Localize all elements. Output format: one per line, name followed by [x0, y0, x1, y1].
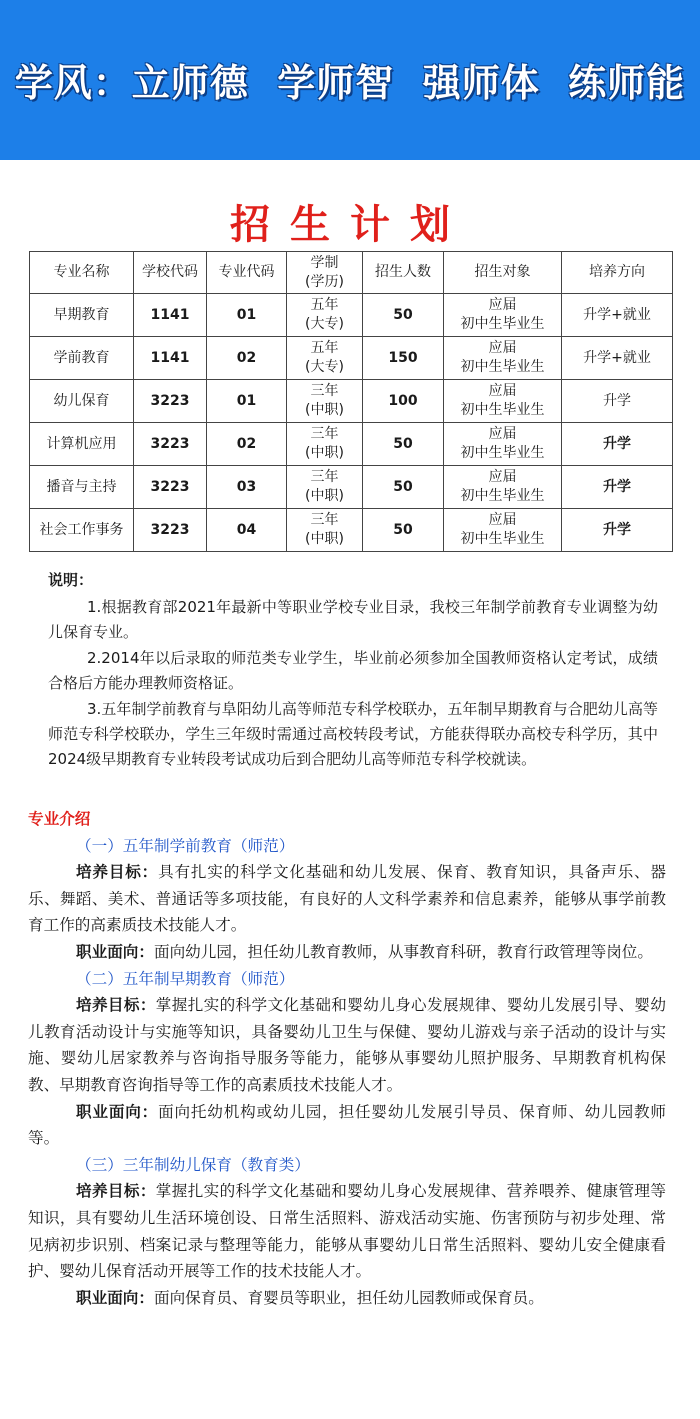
cell-enrollment: 100	[363, 380, 444, 423]
cell-target: 应届 初中生毕业生	[444, 509, 562, 552]
career-orientation-label: 职业面向：	[76, 1102, 159, 1121]
col-header-target: 招生对象	[444, 252, 562, 294]
cell-major-code: 02	[207, 423, 287, 466]
career-orientation-text: 面向托幼机构或幼儿园，担任婴幼儿发展引导员、保育师、幼儿园教师等。	[28, 1102, 666, 1148]
cell-major-code: 04	[207, 509, 287, 552]
col-header-duration: 学制 (学历)	[287, 252, 363, 294]
major-introduction-section	[28, 806, 666, 1311]
cell-target: 应届 初中生毕业生	[444, 466, 562, 509]
cell-target: 应届 初中生毕业生	[444, 380, 562, 423]
training-goal-text: 掌握扎实的科学文化基础和婴幼儿身心发展规律、婴幼儿发展引导、婴幼儿教育活动设计与实施等知识，具备婴幼儿卫生与保健、婴幼儿游戏与亲子活动的设计与实施、婴幼儿居家教养与咨询指导服务等能力，能够从事婴幼儿照护服务、早期教育机构保教、早期教育咨询指导等工作的高素质技术技能人才。	[28, 996, 666, 1094]
cell-direction: 升学	[562, 423, 673, 466]
cell-duration: 五年 (大专)	[287, 337, 363, 380]
cell-major-name: 幼儿保育	[30, 380, 134, 423]
table-row	[30, 423, 673, 466]
note-item: 2.2014年以后录取的师范类专业学生，毕业前必须参加全国教师资格认定考试，成绩合格后方能办理教师资格证。	[48, 649, 658, 692]
cell-school-code: 3223	[134, 509, 207, 552]
cell-school-code: 3223	[134, 380, 207, 423]
cell-school-code: 3223	[134, 466, 207, 509]
cell-duration: 三年 (中职)	[287, 509, 363, 552]
career-orientation	[28, 1099, 666, 1152]
col-header-enrollment: 招生人数	[363, 252, 444, 294]
notes-heading: 说明：	[48, 571, 94, 589]
enrollment-plan-table	[29, 251, 673, 552]
cell-major-code: 01	[207, 380, 287, 423]
enrollment-plan-title: 招生计划	[230, 201, 470, 248]
cell-major-name: 学前教育	[30, 337, 134, 380]
career-orientation	[28, 1285, 666, 1312]
cell-school-code: 1141	[134, 294, 207, 337]
table-row	[30, 380, 673, 423]
col-header-school-code: 学校代码	[134, 252, 207, 294]
cell-duration: 三年 (中职)	[287, 466, 363, 509]
cell-enrollment: 50	[363, 423, 444, 466]
training-goal-label: 培养目标：	[76, 996, 156, 1015]
major-title: （二）五年制早期教育（师范）	[76, 969, 295, 988]
cell-duration: 三年 (中职)	[287, 423, 363, 466]
cell-direction: 升学+就业	[562, 294, 673, 337]
cell-target: 应届 初中生毕业生	[444, 423, 562, 466]
cell-enrollment: 50	[363, 509, 444, 552]
career-orientation-text: 面向幼儿园，担任幼儿教育教师，从事教育科研，教育行政管理等岗位。	[153, 942, 653, 961]
cell-enrollment: 50	[363, 294, 444, 337]
career-orientation	[28, 939, 666, 966]
cell-major-code: 01	[207, 294, 287, 337]
col-header-major-name: 专业名称	[30, 252, 134, 294]
cell-target: 应届 初中生毕业生	[444, 337, 562, 380]
cell-enrollment: 50	[363, 466, 444, 509]
career-orientation-label: 职业面向：	[76, 942, 154, 961]
cell-major-name: 早期教育	[30, 294, 134, 337]
cell-major-name: 播音与主持	[30, 466, 134, 509]
cell-direction: 升学+就业	[562, 337, 673, 380]
note-item: 1.根据教育部2021年最新中等职业学校专业目录，我校三年制学前教育专业调整为幼儿保育专业。	[48, 598, 658, 641]
table-row	[30, 337, 673, 380]
major-title: （一）五年制学前教育（师范）	[76, 836, 295, 855]
major-intro-heading: 专业介绍	[28, 810, 91, 828]
training-goal	[28, 859, 666, 939]
notes-section	[48, 568, 658, 773]
cell-direction: 升学	[562, 509, 673, 552]
training-goal-label: 培养目标：	[76, 863, 159, 882]
cell-major-name: 计算机应用	[30, 423, 134, 466]
col-header-direction: 培养方向	[562, 252, 673, 294]
cell-major-code: 02	[207, 337, 287, 380]
training-goal	[28, 992, 666, 1098]
header-banner	[0, 0, 700, 160]
cell-school-code: 3223	[134, 423, 207, 466]
cell-duration: 三年 (中职)	[287, 380, 363, 423]
training-goal-text: 具有扎实的科学文化基础和幼儿发展、保育、教育知识，具备声乐、器乐、舞蹈、美术、普通话等多项技能，有良好的人文科学素养和信息素养，能够从事学前教育工作的高素质技术技能人才。	[28, 863, 666, 935]
cell-major-name: 社会工作事务	[30, 509, 134, 552]
table-header-row	[30, 252, 673, 294]
cell-duration: 五年 (大专)	[287, 294, 363, 337]
cell-direction: 升学	[562, 466, 673, 509]
cell-school-code: 1141	[134, 337, 207, 380]
cell-major-code: 03	[207, 466, 287, 509]
table-row	[30, 294, 673, 337]
cell-direction: 升学	[562, 380, 673, 423]
training-goal	[28, 1178, 666, 1284]
major-title: （三）三年制幼儿保育（教育类）	[76, 1155, 310, 1174]
career-orientation-label: 职业面向：	[76, 1288, 154, 1307]
col-header-major-code: 专业代码	[207, 252, 287, 294]
training-goal-text: 掌握扎实的科学文化基础和婴幼儿身心发展规律、营养喂养、健康管理等知识，具有婴幼儿生活环境创设、日常生活照料、游戏活动实施、伤害预防与初步处理、常见病初步识别、档案记录与整理等能力，能够从事婴幼儿日常生活照料、婴幼儿安全健康看护、婴幼儿保育活动开展等工作的技术技能人才。	[28, 1182, 666, 1281]
slogan-title: 学风：立师德 学师智 强师体 练师能	[14, 61, 686, 105]
table-row	[30, 466, 673, 509]
cell-enrollment: 150	[363, 337, 444, 380]
cell-target: 应届 初中生毕业生	[444, 294, 562, 337]
table-row	[30, 509, 673, 552]
note-item: 3.五年制学前教育与阜阳幼儿高等师范专科学校联办，五年制早期教育与合肥幼儿高等师范专科学校联办，学生三年级时需通过高校转段考试，方能获得联办高校专科学历，其中2024级早期教育专业转段考试成功后到合肥幼儿高等师范专科学校就读。	[48, 700, 658, 768]
career-orientation-text: 面向保育员、育婴员等职业，担任幼儿园教师或保育员。	[153, 1288, 544, 1307]
training-goal-label: 培养目标：	[76, 1182, 156, 1201]
